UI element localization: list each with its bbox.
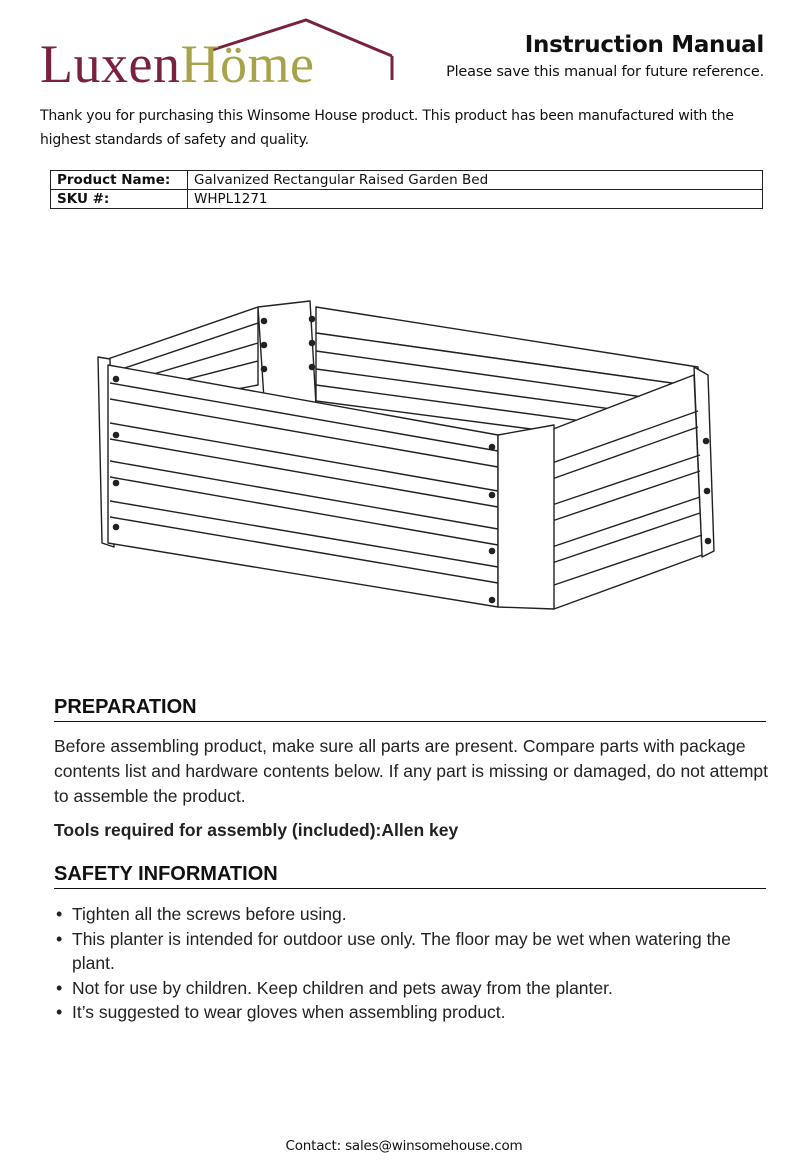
list-item: • Not for use by children. Keep children and pets away from the planter.: [54, 976, 770, 1001]
sku-value: WHPL1271: [188, 190, 763, 209]
table-row: [51, 190, 763, 209]
product-info-table: [50, 170, 763, 209]
front-corner-post: [498, 425, 554, 609]
garden-bed-illustration: [88, 295, 728, 625]
brand-logo: [40, 14, 400, 94]
tools-required: Tools required for assembly (included):Allen key: [54, 820, 459, 840]
sku-label: SKU #:: [51, 190, 188, 209]
preparation-heading: PREPARATION: [54, 696, 766, 722]
manual-title: Instruction Manual: [524, 32, 764, 58]
list-item: • This planter is intended for outdoor use only. The floor may be wet when watering the plant.: [54, 927, 770, 976]
list-item: • Tighten all the screws before using.: [54, 902, 770, 927]
product-name-value: Galvanized Rectangular Raised Garden Bed: [188, 171, 763, 190]
safety-heading: SAFETY INFORMATION: [54, 863, 766, 889]
table-row: [51, 171, 763, 190]
manual-subtitle: Please save this manual for future reference.: [446, 64, 764, 80]
preparation-text: Before assembling product, make sure all parts are present. Compare parts with package contents list and hardware contents below. If any part is missing or damaged, do not attempt to assemble the product.: [54, 736, 769, 806]
list-item: • It’s suggested to wear gloves when assembling product.: [54, 1000, 770, 1025]
back-corner-post: [258, 301, 316, 405]
brand-part-2: Höme: [180, 34, 315, 94]
brand-part-1: Luxen: [40, 34, 181, 94]
contact-footer: Contact: sales@winsomehouse.com: [285, 1138, 523, 1154]
intro-text: Thank you for purchasing this Winsome House product. This product has been manufactured with the highest standards of safety and quality.: [40, 108, 734, 148]
product-name-label: Product Name:: [51, 171, 188, 190]
safety-list: [54, 902, 770, 1025]
brand-wordmark: [40, 36, 314, 92]
